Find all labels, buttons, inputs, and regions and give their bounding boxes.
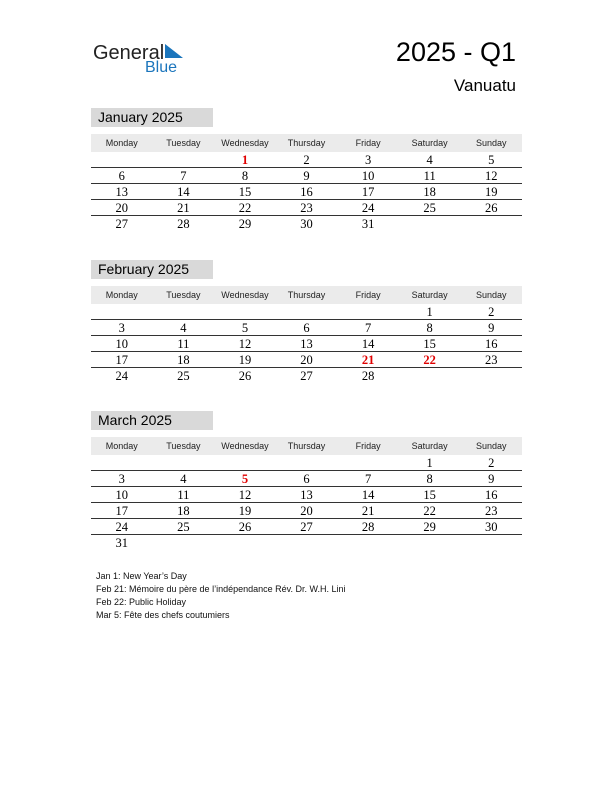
day-cell: 18 — [423, 185, 436, 199]
day-cell: 6 — [303, 321, 310, 335]
day-cell: 6 — [303, 472, 310, 486]
day-cell — [91, 152, 153, 167]
day-cell — [91, 455, 153, 470]
day-cell: 27 — [115, 217, 129, 231]
day-cell: 15 — [423, 337, 436, 351]
logo — [93, 40, 193, 80]
day-cell: 11 — [177, 337, 190, 351]
day-cell — [337, 455, 399, 470]
week-row — [91, 184, 522, 200]
day-cell: 31 — [361, 217, 375, 231]
day-cell: 8 — [426, 472, 433, 486]
day-cell: 2 — [488, 456, 495, 470]
weekday-label: Thursday — [287, 441, 326, 451]
day-cell — [214, 304, 276, 319]
day-cell — [399, 216, 461, 232]
weekday-label: Tuesday — [166, 290, 201, 300]
day-cell: 14 — [361, 337, 375, 351]
day-cell: 2 — [488, 305, 495, 319]
day-cell: 15 — [238, 185, 252, 199]
day-cell: 23 — [485, 353, 498, 367]
day-cell: 25 — [423, 201, 436, 215]
day-cell: 4 — [180, 321, 187, 335]
day-cell: 25 — [177, 520, 190, 534]
day-cell: 13 — [300, 488, 313, 502]
day-cell — [214, 535, 276, 551]
day-cell: 3 — [118, 321, 125, 335]
month-label: January 2025 — [91, 108, 213, 127]
day-cell — [399, 535, 461, 551]
day-cell: 18 — [177, 504, 190, 518]
day-cell: 13 — [300, 337, 313, 351]
day-cell — [399, 368, 461, 384]
weekday-label: Saturday — [411, 138, 448, 148]
month-label: March 2025 — [91, 411, 213, 430]
day-cell: 10 — [115, 488, 129, 502]
weekday-label: Tuesday — [166, 441, 201, 451]
day-cell: 26 — [238, 520, 252, 534]
day-cell: 8 — [241, 169, 249, 183]
weekday-label: Sunday — [475, 290, 507, 300]
week-row — [91, 336, 522, 352]
weekday-label: Monday — [105, 138, 138, 148]
day-cell: 3 — [118, 472, 125, 486]
weekday-label: Friday — [355, 441, 381, 451]
weekday-label: Monday — [105, 290, 138, 300]
day-cell: 6 — [118, 169, 125, 183]
week-row — [91, 304, 522, 320]
week-row — [91, 519, 522, 535]
day-cell: 21 — [361, 353, 375, 367]
day-cell — [153, 152, 215, 167]
day-cell: 11 — [423, 169, 436, 183]
day-cell: 24 — [115, 520, 129, 534]
day-cell — [91, 304, 153, 319]
day-cell: 5 — [241, 472, 249, 486]
day-cell: 10 — [361, 169, 375, 183]
day-cell — [153, 304, 215, 319]
holiday-note: Mar 5: Fête des chefs coutumiers — [96, 610, 230, 620]
holiday-notes — [96, 570, 345, 622]
logo-triangle-icon — [163, 44, 185, 60]
day-cell: 20 — [300, 353, 313, 367]
day-cell: 24 — [361, 201, 375, 215]
day-cell: 28 — [361, 369, 375, 383]
day-cell: 31 — [115, 536, 129, 550]
weekday-label: Friday — [355, 290, 381, 300]
weekday-label: Thursday — [287, 138, 326, 148]
day-cell: 4 — [180, 472, 187, 486]
day-cell: 13 — [115, 185, 129, 199]
day-cell: 29 — [238, 217, 252, 231]
day-cell: 12 — [238, 337, 252, 351]
weekday-label: Sunday — [475, 441, 507, 451]
day-cell: 2 — [303, 153, 310, 167]
day-cell: 10 — [115, 337, 129, 351]
day-cell: 1 — [426, 456, 433, 470]
logo-general-text: General — [93, 42, 165, 64]
day-cell: 7 — [364, 472, 372, 486]
weekday-label: Wednesday — [221, 138, 269, 148]
day-cell: 12 — [238, 488, 252, 502]
day-cell: 8 — [426, 321, 433, 335]
month-block-february — [91, 260, 522, 384]
weekday-label: Sunday — [475, 138, 507, 148]
day-cell: 22 — [238, 201, 252, 215]
weekday-header-row — [91, 437, 522, 455]
day-cell: 1 — [426, 305, 433, 319]
day-cell: 15 — [423, 488, 436, 502]
day-cell — [276, 304, 338, 319]
day-cell: 21 — [361, 504, 375, 518]
week-row — [91, 471, 522, 487]
weekday-header-row — [91, 286, 522, 304]
day-cell — [460, 368, 522, 384]
weekday-label: Thursday — [287, 290, 326, 300]
week-row — [91, 455, 522, 471]
week-row — [91, 216, 522, 232]
weekday-label: Monday — [105, 441, 138, 451]
day-cell: 30 — [485, 520, 498, 534]
day-cell: 9 — [488, 472, 495, 486]
day-cell: 9 — [488, 321, 495, 335]
week-row — [91, 152, 522, 168]
day-cell — [153, 455, 215, 470]
day-cell: 27 — [300, 369, 313, 383]
day-cell: 30 — [300, 217, 313, 231]
day-cell — [153, 535, 215, 551]
day-cell: 17 — [115, 353, 129, 367]
weekday-label: Wednesday — [221, 441, 269, 451]
day-cell: 20 — [300, 504, 313, 518]
day-cell — [460, 535, 522, 551]
day-cell: 20 — [115, 201, 129, 215]
day-cell: 4 — [426, 153, 433, 167]
logo-blue-text: Blue — [145, 59, 178, 76]
day-cell: 28 — [361, 520, 375, 534]
day-cell: 3 — [364, 153, 372, 167]
day-cell: 24 — [115, 369, 129, 383]
day-cell: 14 — [361, 488, 375, 502]
day-cell: 14 — [177, 185, 190, 199]
day-cell: 19 — [238, 353, 252, 367]
weekday-header-row — [91, 134, 522, 152]
weekday-label: Wednesday — [221, 290, 269, 300]
day-cell: 5 — [488, 153, 495, 167]
holiday-note: Feb 22: Public Holiday — [96, 597, 187, 607]
day-cell: 16 — [300, 185, 313, 199]
month-label: February 2025 — [91, 260, 213, 279]
day-cell: 23 — [300, 201, 313, 215]
day-cell: 11 — [177, 488, 190, 502]
month-block-january — [91, 108, 522, 232]
day-cell: 9 — [303, 169, 310, 183]
day-cell — [276, 535, 338, 551]
day-cell: 16 — [485, 337, 498, 351]
day-cell: 7 — [180, 169, 187, 183]
day-cell: 22 — [423, 353, 436, 367]
day-cell: 26 — [485, 201, 498, 215]
day-cell: 25 — [177, 369, 190, 383]
day-cell: 29 — [423, 520, 436, 534]
week-row — [91, 487, 522, 503]
day-cell: 28 — [177, 217, 190, 231]
week-row — [91, 535, 522, 551]
holiday-note: Feb 21: Mémoire du père de l’indépendance Rév. Dr. W.H. Lini — [96, 584, 346, 594]
weekday-label: Friday — [355, 138, 381, 148]
day-cell: 21 — [177, 201, 190, 215]
page-title: 2025 - Q1 — [395, 37, 516, 67]
day-cell: 17 — [115, 504, 129, 518]
day-cell — [276, 455, 338, 470]
day-cell: 19 — [238, 504, 252, 518]
week-row — [91, 320, 522, 336]
weekday-label: Tuesday — [166, 138, 201, 148]
weekday-label: Saturday — [411, 290, 448, 300]
week-row — [91, 200, 522, 216]
day-cell: 7 — [364, 321, 372, 335]
day-cell — [460, 216, 522, 232]
day-cell: 12 — [485, 169, 498, 183]
day-cell — [337, 304, 399, 319]
day-cell: 17 — [361, 185, 375, 199]
country-name: Vanuatu — [453, 76, 516, 95]
day-cell: 18 — [177, 353, 190, 367]
day-cell — [214, 455, 276, 470]
week-row — [91, 368, 522, 384]
day-cell: 23 — [485, 504, 498, 518]
weekday-label: Saturday — [411, 441, 448, 451]
week-row — [91, 168, 522, 184]
day-cell: 5 — [241, 321, 249, 335]
day-cell: 27 — [300, 520, 313, 534]
month-block-march — [91, 411, 522, 551]
week-row — [91, 352, 522, 368]
day-cell — [337, 535, 399, 551]
week-row — [91, 503, 522, 519]
holiday-note: Jan 1: New Year’s Day — [96, 571, 187, 581]
day-cell: 26 — [238, 369, 252, 383]
day-cell: 19 — [485, 185, 498, 199]
day-cell: 22 — [423, 504, 436, 518]
day-cell: 16 — [485, 488, 498, 502]
day-cell: 1 — [241, 153, 249, 167]
